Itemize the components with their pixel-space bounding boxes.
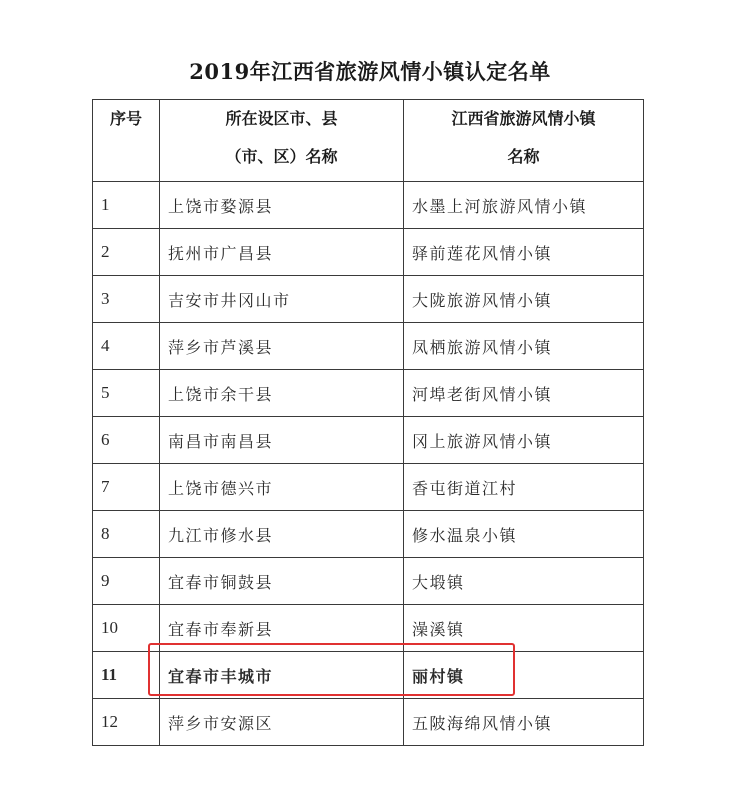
table-row [93, 229, 644, 276]
header-town-name [404, 100, 644, 182]
row-town: 河埠老街风情小镇 [404, 370, 644, 417]
header-region-line2: （市、区）名称 [225, 147, 338, 166]
row-number: 8 [93, 511, 160, 558]
table-row [93, 558, 644, 605]
row-number: 2 [93, 229, 160, 276]
row-town: 修水温泉小镇 [404, 511, 644, 558]
town-list-table [92, 99, 644, 746]
row-town: 冈上旅游风情小镇 [404, 417, 644, 464]
row-number: 4 [93, 323, 160, 370]
row-town: 丽村镇 [404, 652, 644, 699]
row-city: 上饶市德兴市 [160, 464, 404, 511]
header-town-line2: 名称 [507, 147, 540, 166]
header-serial-number: 序号 [93, 100, 160, 182]
row-number: 11 [93, 652, 160, 699]
row-town: 水墨上河旅游风情小镇 [404, 182, 644, 229]
page-title: 2019年江西省旅游风情小镇认定名单 [189, 59, 551, 84]
row-city: 萍乡市安源区 [160, 699, 404, 746]
table-row [93, 417, 644, 464]
row-town: 澡溪镇 [404, 605, 644, 652]
row-city: 上饶市余干县 [160, 370, 404, 417]
table-row [93, 370, 644, 417]
row-city: 抚州市广昌县 [160, 229, 404, 276]
table-row [93, 511, 644, 558]
row-city: 宜春市奉新县 [160, 605, 404, 652]
table-row [93, 699, 644, 746]
row-city: 宜春市铜鼓县 [160, 558, 404, 605]
header-region-line1: 所在设区市、县 [225, 109, 338, 128]
row-town: 五陂海绵风情小镇 [404, 699, 644, 746]
row-city: 萍乡市芦溪县 [160, 323, 404, 370]
row-city: 宜春市丰城市 [160, 652, 404, 699]
row-city: 吉安市井冈山市 [160, 276, 404, 323]
row-number: 5 [93, 370, 160, 417]
row-town: 驿前莲花风情小镇 [404, 229, 644, 276]
row-town: 大塅镇 [404, 558, 644, 605]
row-town: 大陇旅游风情小镇 [404, 276, 644, 323]
row-number: 6 [93, 417, 160, 464]
header-region [160, 100, 404, 182]
row-number: 3 [93, 276, 160, 323]
table-row-highlighted [93, 652, 644, 699]
header-town-line1: 江西省旅游风情小镇 [451, 109, 596, 128]
row-number: 9 [93, 558, 160, 605]
row-number: 7 [93, 464, 160, 511]
table-row [93, 464, 644, 511]
row-town: 香屯街道江村 [404, 464, 644, 511]
row-city: 南昌市南昌县 [160, 417, 404, 464]
table-row [93, 605, 644, 652]
table-row [93, 276, 644, 323]
row-city: 九江市修水县 [160, 511, 404, 558]
table-row [93, 182, 644, 229]
row-number: 10 [93, 605, 160, 652]
row-town: 凤栖旅游风情小镇 [404, 323, 644, 370]
table-header-row [93, 100, 644, 182]
row-number: 1 [93, 182, 160, 229]
row-city: 上饶市婺源县 [160, 182, 404, 229]
table-row [93, 323, 644, 370]
row-number: 12 [93, 699, 160, 746]
